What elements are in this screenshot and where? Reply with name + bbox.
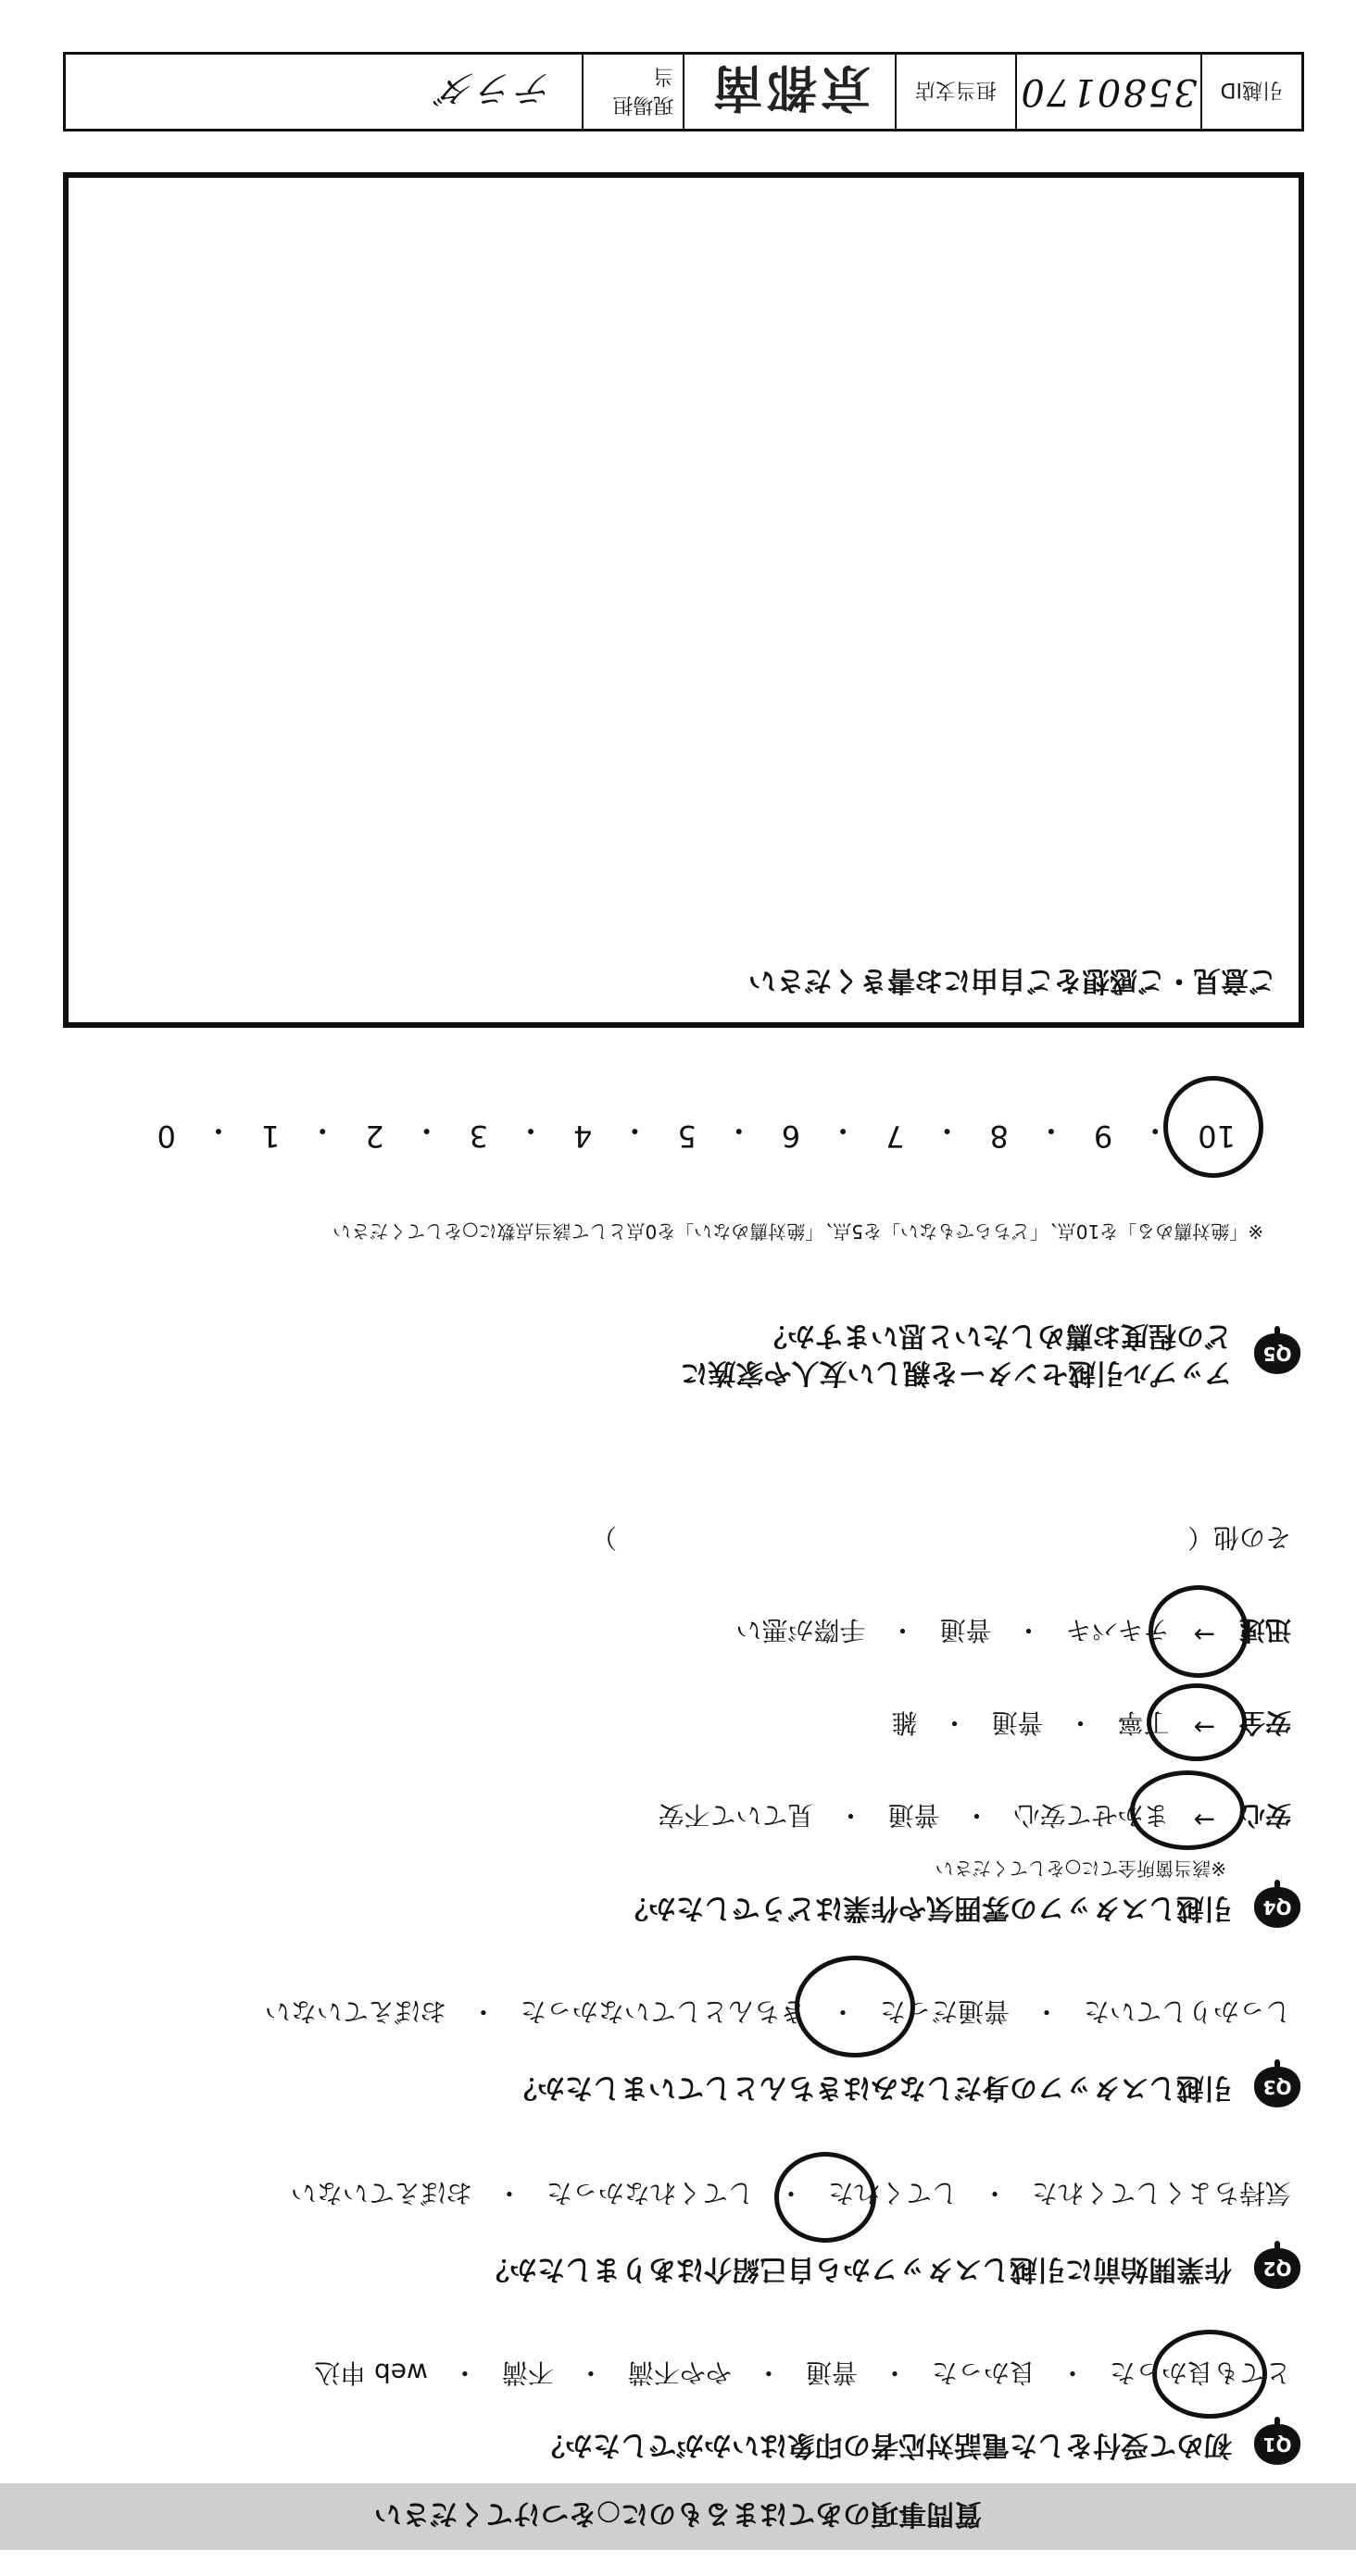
q5-text-line1: アップル引越センターを親しい友人や家族に bbox=[680, 1357, 1232, 1389]
id-label: 引越ID bbox=[1200, 55, 1301, 129]
q4-row-head: 迅速 bbox=[1238, 1615, 1291, 1645]
scale-value[interactable]: 6 bbox=[781, 1119, 801, 1154]
q2-text: 作業開始前に引越しスタッフから自己紹介はありましたか？ bbox=[482, 2253, 1232, 2285]
scale-value[interactable]: 9 bbox=[1093, 1119, 1113, 1154]
q3-option[interactable]: 普通だった bbox=[879, 1996, 1010, 2027]
q2-option[interactable]: おぼえていない bbox=[290, 2178, 472, 2208]
branch-stamp: 京都南 bbox=[683, 55, 895, 129]
q4-option[interactable]: 普通 bbox=[991, 1707, 1044, 1738]
q4-option[interactable]: 普通 bbox=[887, 1800, 940, 1831]
scale-value[interactable]: 0 bbox=[157, 1119, 176, 1154]
q4-other-text[interactable]: その他（ ） bbox=[590, 1522, 1291, 1553]
q1-option[interactable]: やや不満 bbox=[627, 2357, 732, 2388]
q4-option[interactable]: まかせて安心 bbox=[1013, 1800, 1170, 1831]
q3-option[interactable]: きちんとしていなかった bbox=[520, 1996, 806, 2027]
q2-options: 気持ちよくしてくれた ・ してくれた ・ してくれなかった ・ おぼえていない bbox=[291, 2176, 1291, 2213]
answer-circle-q4-anzen bbox=[1147, 1683, 1247, 1761]
q5-scale: 10 ・ 9 ・ 8 ・ 7 ・ 6 ・ 5 ・ 4 ・ 3 ・ 2 ・ 1 ・ 0 bbox=[157, 1113, 1236, 1154]
q4-badge: Q4 bbox=[1254, 1887, 1300, 1928]
scale-value[interactable]: 3 bbox=[469, 1119, 489, 1154]
q2-option[interactable]: してくれなかった bbox=[546, 2178, 754, 2208]
q4-row-head: 安全 bbox=[1238, 1707, 1291, 1738]
q4-option[interactable]: 雑 bbox=[891, 1707, 918, 1738]
comment-box-title: ご意見・ご感想をご自由にお書きください bbox=[748, 964, 1276, 996]
q3-option[interactable]: しっかりしていた bbox=[1083, 1996, 1291, 2027]
q1-options: とても良かった ・ 良かった ・ 普通 ・ やや不満 ・ 不満 ・ web 申込 bbox=[314, 2356, 1291, 2393]
branch-label: 担当支店 bbox=[895, 55, 1014, 129]
q3-badge: Q3 bbox=[1254, 2067, 1300, 2107]
question-4 bbox=[621, 1887, 1300, 1928]
scale-value[interactable]: 2 bbox=[365, 1119, 384, 1154]
leader-label: 現場担当 bbox=[582, 55, 683, 129]
scale-value[interactable]: 5 bbox=[677, 1119, 697, 1154]
q4-row-anzen: 安全 → 丁寧 ・ 普通 ・ 雑 bbox=[891, 1707, 1291, 1743]
scale-value[interactable]: 1 bbox=[260, 1119, 281, 1154]
header-id-bar bbox=[63, 52, 1304, 131]
q2-option[interactable]: してくれた bbox=[827, 2178, 958, 2208]
instructions-banner: 質問事項のあてはまるものに○をつけてください bbox=[0, 2483, 1356, 2550]
q1-option[interactable]: 良かった bbox=[931, 2357, 1036, 2388]
q4-option[interactable]: 普通 bbox=[939, 1615, 992, 1645]
q4-row-head: 安心 bbox=[1238, 1800, 1291, 1831]
question-3 bbox=[509, 2067, 1300, 2107]
q5-text-line2: どの程度お薦めしたいと思いますか？ bbox=[760, 1319, 1232, 1352]
scale-value[interactable]: 8 bbox=[989, 1119, 1009, 1154]
answer-circle-q1 bbox=[1152, 2330, 1267, 2419]
q4-text: 引越しスタッフの雰囲気や作業はどうでしたか？ bbox=[621, 1892, 1232, 1924]
answer-circle-q3 bbox=[795, 1956, 915, 2057]
scale-value[interactable]: 4 bbox=[573, 1119, 593, 1154]
free-comment-box[interactable] bbox=[63, 172, 1304, 1028]
q3-text: 引越しスタッフの身だしなみはきちんとしていましたか？ bbox=[509, 2071, 1232, 2104]
question-2 bbox=[482, 2248, 1300, 2289]
q5-badge: Q5 bbox=[1254, 1333, 1300, 1374]
q4-option[interactable]: テキパキ bbox=[1065, 1615, 1170, 1645]
answer-circle-q5 bbox=[1163, 1076, 1263, 1178]
answer-circle-q4-jinsoku bbox=[1149, 1585, 1249, 1678]
q4-option[interactable]: 見ていて不安 bbox=[658, 1800, 814, 1831]
q4-option[interactable]: 丁寧 bbox=[1117, 1707, 1170, 1738]
q4-row-anshin: 安心 → まかせて安心 ・ 普通 ・ 見ていて不安 bbox=[658, 1800, 1291, 1835]
q5-text bbox=[681, 1317, 1233, 1391]
q1-option[interactable]: とても良かった bbox=[1109, 2357, 1291, 2388]
q4-note: ※該当箇所全てに○をしてください bbox=[935, 1857, 1226, 1880]
id-value: 3580170 bbox=[1015, 55, 1200, 129]
q2-option[interactable]: 気持ちよくしてくれた bbox=[1031, 2178, 1291, 2208]
scale-value[interactable]: 7 bbox=[885, 1119, 905, 1154]
q4-option[interactable]: 手際が悪い bbox=[735, 1615, 866, 1645]
q1-text: 初めて受付をした電話対応者の印象はいかがでしたか？ bbox=[537, 2429, 1232, 2461]
q4-other bbox=[591, 1520, 1291, 1557]
q4-row-jinsoku: 迅速 → テキパキ ・ 普通 ・ 手際が悪い bbox=[735, 1615, 1291, 1650]
q3-options: しっかりしていた ・ 普通だった ・ きちんとしていなかった ・ おぼえていない bbox=[265, 1995, 1291, 2032]
answer-circle-q2 bbox=[774, 2152, 876, 2243]
q1-option[interactable]: 普通 bbox=[805, 2357, 858, 2388]
q3-option[interactable]: おぼえていない bbox=[264, 1996, 446, 2027]
q1-option[interactable]: 不満 bbox=[501, 2357, 554, 2388]
question-1 bbox=[537, 2424, 1300, 2465]
q1-badge: Q1 bbox=[1254, 2424, 1300, 2465]
q2-badge: Q2 bbox=[1254, 2248, 1300, 2289]
answer-circle-q4-anshin bbox=[1130, 1770, 1245, 1850]
q5-note: ※「絶対薦める」を10点、「どちらでもない」を5点、「絶対薦めない」を0点として該当点数に○をしてください bbox=[333, 1220, 1263, 1243]
question-5 bbox=[681, 1317, 1301, 1391]
q1-option[interactable]: web 申込 bbox=[314, 2357, 428, 2388]
scale-value[interactable]: 10 bbox=[1198, 1119, 1236, 1154]
leader-value: テラダ bbox=[437, 67, 554, 110]
